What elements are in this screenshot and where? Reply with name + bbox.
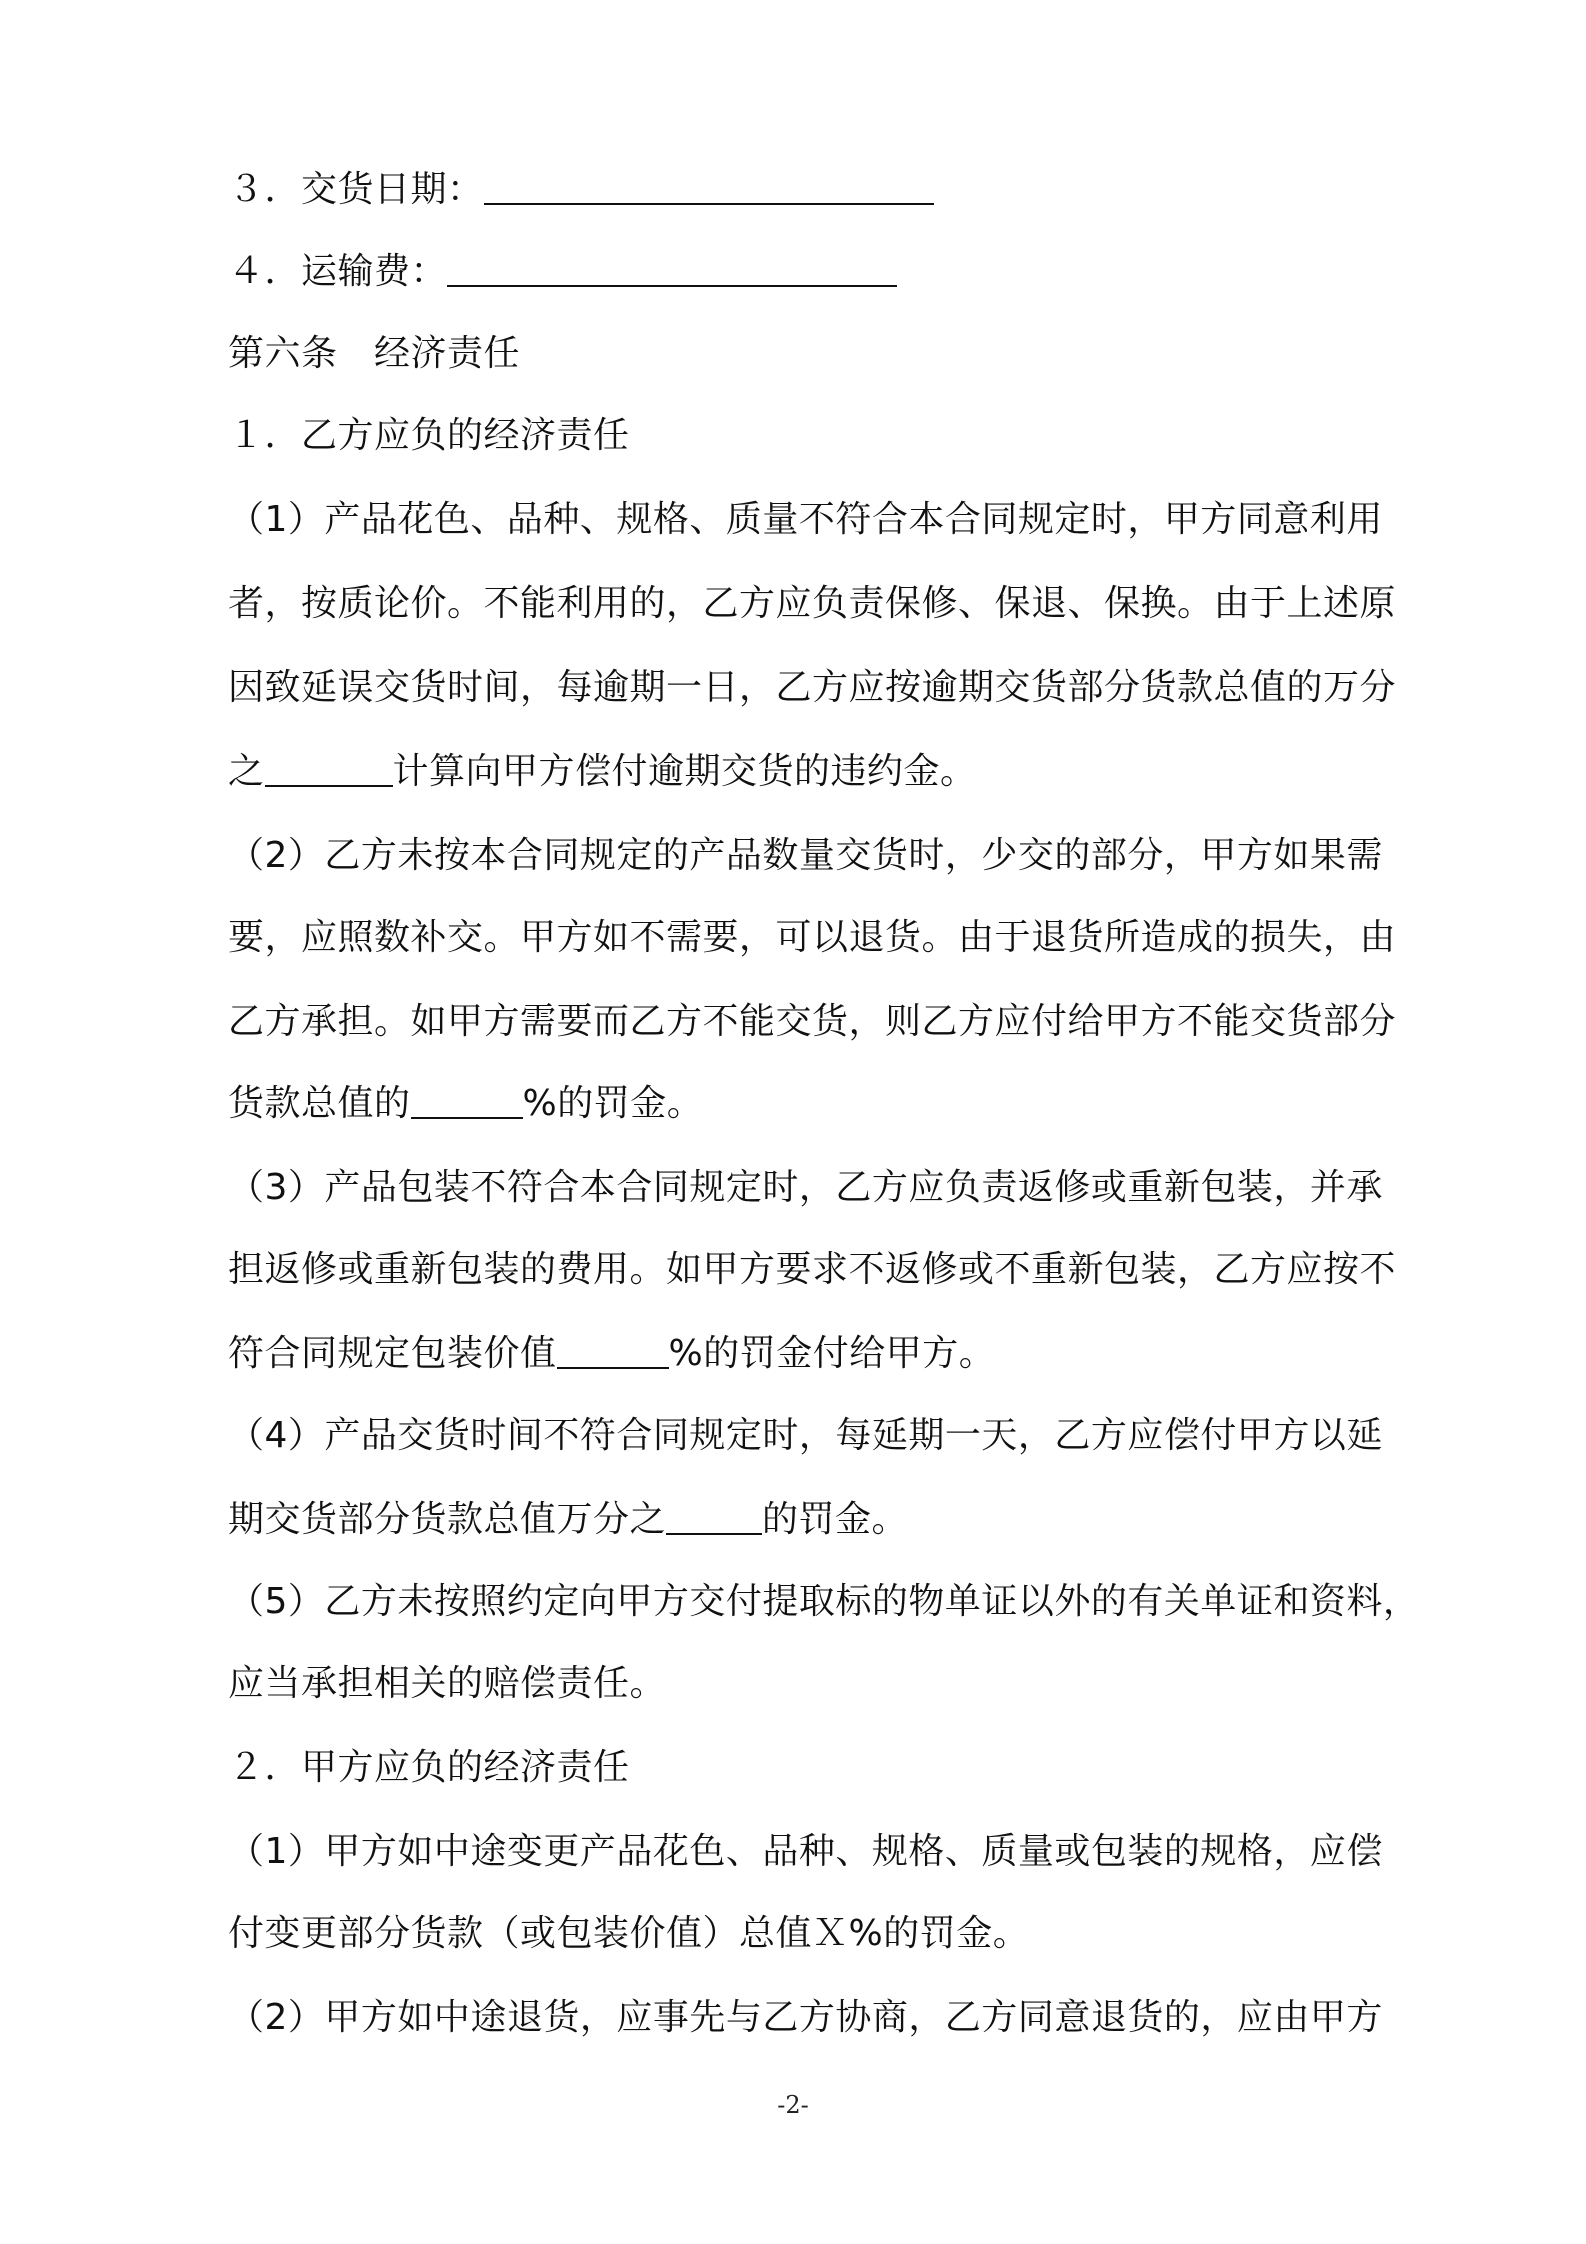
body-text: （2）乙方未按本合同规定的产品数量交货时，少交的部分，甲方如果需 (228, 835, 1383, 876)
article-six-title: 第六条 经济责任 (228, 333, 521, 374)
body-text: 货款总值的 (228, 1083, 411, 1124)
body-line (228, 1910, 1428, 1958)
section-heading-party-a (228, 1744, 1428, 1792)
fill-in-blank (411, 1081, 523, 1119)
fill-in-blank (557, 1331, 669, 1369)
body-text: （1）甲方如中途变更产品花色、品种、规格、质量或包装的规格，应偿 (228, 1831, 1383, 1872)
page-number: -2- (777, 2091, 809, 2119)
delivery-date-blank (484, 167, 934, 205)
body-line (228, 1578, 1428, 1626)
section-heading-party-b (228, 412, 1428, 460)
body-text: （5）乙方未按照约定向甲方交付提取标的物单证以外的有关单证和资料， (228, 1581, 1420, 1622)
body-text: （2）甲方如中途退货，应事先与乙方协商，乙方同意退货的，应由甲方 (228, 1997, 1383, 2038)
body-text: 付变更部分货款（或包装价值）总值Ｘ%的罚金。 (228, 1913, 1030, 1954)
body-line (228, 580, 1428, 628)
body-line-with-blank (228, 1330, 1428, 1378)
party-a-liability-title: ２．甲方应负的经济责任 (228, 1747, 630, 1788)
body-text: 因致延误交货时间，每逾期一日，乙方应按逾期交货部分货款总值的万分 (228, 667, 1397, 708)
body-line (228, 1994, 1428, 2042)
body-line (228, 914, 1428, 962)
body-text: （3）产品包装不符合本合同规定时，乙方应负责返修或重新包装，并承 (228, 1167, 1383, 1208)
body-text: 者，按质论价。不能利用的，乙方应负责保修、保退、保换。由于上述原 (228, 583, 1397, 624)
body-text: 之 (228, 751, 265, 792)
body-text: （4）产品交货时间不符合同规定时，每延期一天，乙方应偿付甲方以延 (228, 1415, 1383, 1456)
body-text: %的罚金付给甲方。 (668, 1333, 996, 1374)
body-text: （1）产品花色、品种、规格、质量不符合本合同规定时，甲方同意利用 (228, 499, 1383, 540)
article-six-heading (228, 330, 1428, 378)
body-text: 计算向甲方偿付逾期交货的违约金。 (392, 751, 977, 792)
transport-fee-label: ４．运输费： (228, 251, 448, 292)
transport-fee-blank (447, 249, 897, 287)
body-line (228, 1828, 1428, 1876)
body-text: 应当承担相关的赔偿责任。 (228, 1663, 667, 1704)
body-line (228, 496, 1428, 544)
transport-fee-line (228, 248, 1428, 296)
body-line-with-blank (228, 1496, 1428, 1544)
body-line (228, 998, 1428, 1046)
body-line (228, 1412, 1428, 1460)
body-text: %的罚金。 (522, 1083, 704, 1124)
body-text: 符合同规定包装价值 (228, 1333, 557, 1374)
body-line (228, 832, 1428, 880)
body-line (228, 664, 1428, 712)
delivery-date-line (228, 166, 1428, 214)
fill-in-blank (265, 749, 393, 787)
body-text: 要，应照数补交。甲方如不需要，可以退货。由于退货所造成的损失，由 (228, 917, 1397, 958)
fill-in-blank (666, 1497, 762, 1535)
body-line (228, 1660, 1428, 1708)
body-line-with-blank (228, 1080, 1428, 1128)
body-line (228, 1246, 1428, 1294)
body-text: 的罚金。 (762, 1499, 909, 1540)
body-line-with-blank (228, 748, 1428, 796)
party-b-liability-title: １．乙方应负的经济责任 (228, 415, 630, 456)
body-line (228, 1164, 1428, 1212)
delivery-date-label: ３．交货日期： (228, 169, 484, 210)
body-text: 乙方承担。如甲方需要而乙方不能交货，则乙方应付给甲方不能交货部分 (228, 1001, 1397, 1042)
body-text: 期交货部分货款总值万分之 (228, 1499, 667, 1540)
body-text: 担返修或重新包装的费用。如甲方要求不返修或不重新包装，乙方应按不 (228, 1249, 1397, 1290)
